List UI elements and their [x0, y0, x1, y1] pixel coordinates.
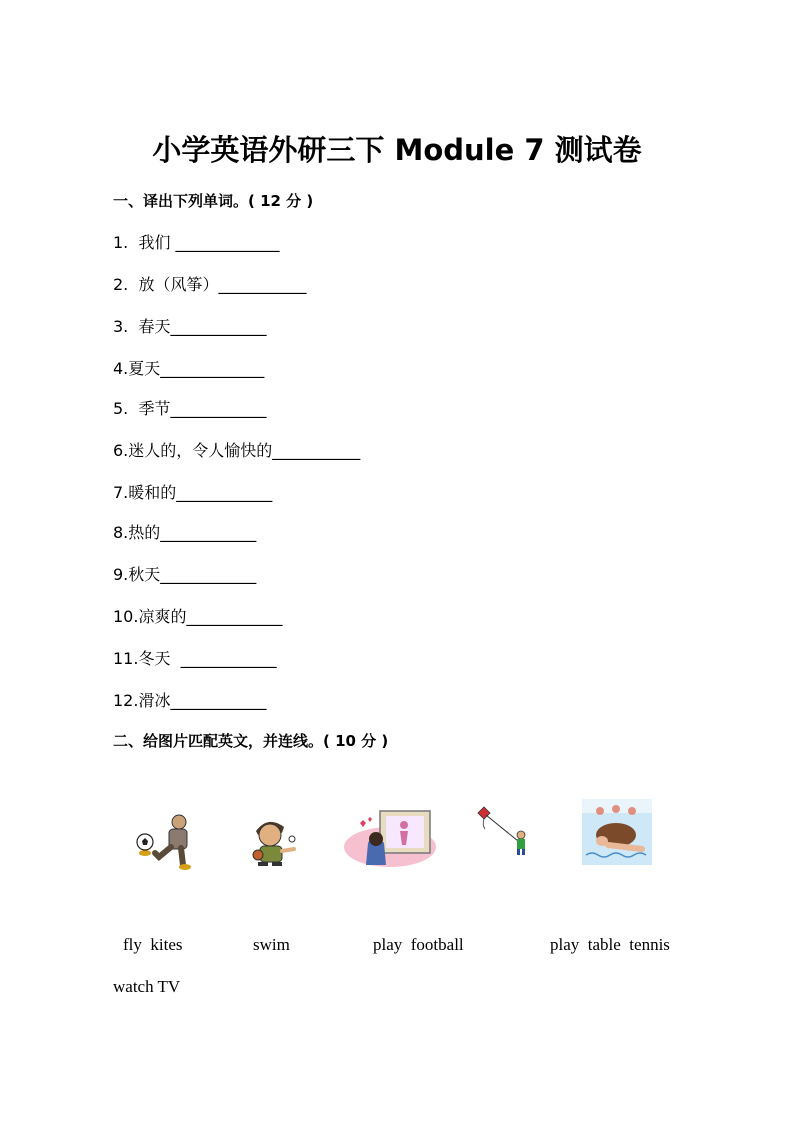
- match-word-play-football: play football: [373, 935, 464, 954]
- vocab-item: 4.夏天_____________: [113, 359, 265, 378]
- vocab-item: 7.暖和的____________: [113, 483, 273, 502]
- vocab-item: 2. 放（风筝）___________: [113, 275, 307, 294]
- match-word-play-table-tennis: play table tennis: [550, 935, 670, 954]
- vocab-item: 3. 春天____________: [113, 317, 267, 336]
- vocab-item: 1. 我们 _____________: [113, 233, 280, 252]
- match-word-swim: swim: [253, 935, 290, 954]
- vocab-item: 9.秋天____________: [113, 565, 257, 584]
- vocab-item: 10.凉爽的____________: [113, 607, 283, 626]
- kite-flying-icon: [474, 805, 534, 859]
- vocab-item: 5. 季节____________: [113, 399, 267, 418]
- section1-heading: 一、译出下列单词。( 12 分 ): [113, 192, 314, 210]
- football-player-icon: [133, 813, 199, 871]
- vocab-item: 6.迷人的，令人愉快的___________: [113, 441, 361, 460]
- match-word-fly-kites: fly kites: [123, 935, 183, 954]
- swimming-icon: [582, 799, 652, 865]
- vocab-item: 8.热的____________: [113, 523, 257, 542]
- page-title: 小学英语外研三下 Module 7 测试卷: [152, 133, 642, 167]
- vocab-item: 12.滑冰____________: [113, 691, 267, 710]
- watching-tv-icon: [342, 805, 438, 869]
- boy-with-ball-icon: [248, 815, 300, 867]
- vocab-item: 11.冬天 ____________: [113, 649, 277, 668]
- section2-heading: 二、给图片匹配英文，并连线。( 10 分 ): [113, 732, 389, 750]
- match-word-watch-tv: watch TV: [113, 977, 181, 996]
- picture-row: [0, 795, 794, 875]
